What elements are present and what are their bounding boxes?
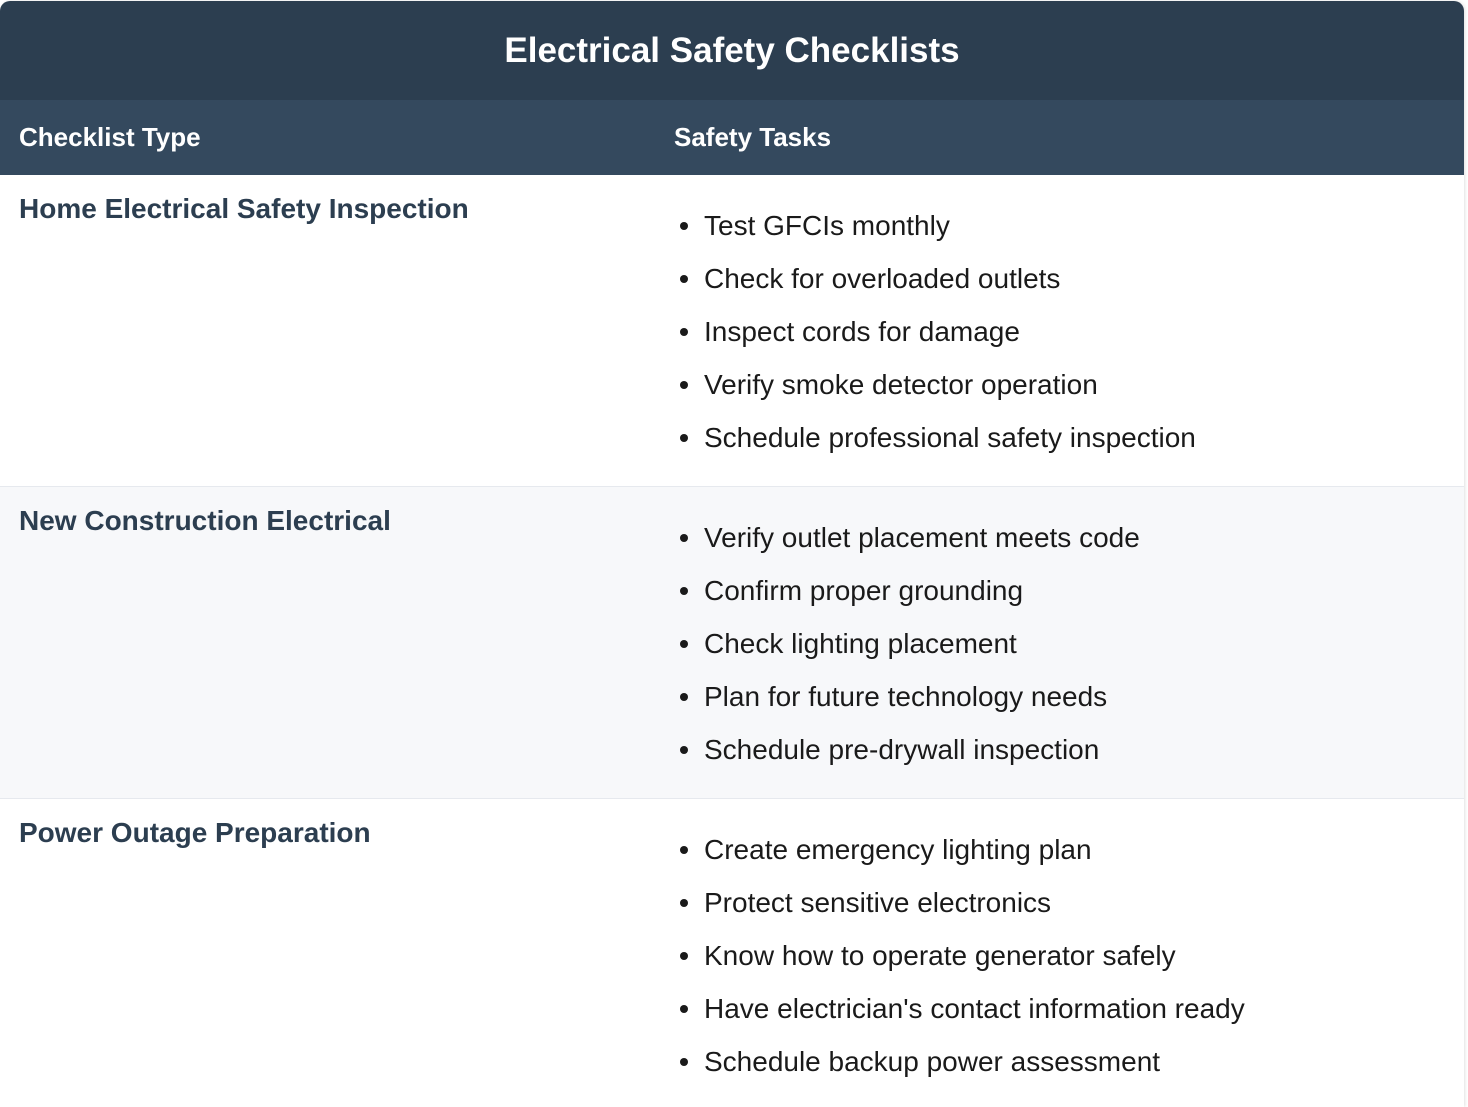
bullet-icon: [680, 434, 688, 442]
checklist-type-cell: New Construction Electrical: [19, 505, 391, 536]
bullet-icon: [680, 587, 688, 595]
task-item: [674, 617, 1464, 670]
task-text: Have electrician's contact information ready: [704, 992, 1245, 1024]
safety-tasks-cell: [654, 799, 1464, 1107]
task-text: Verify outlet placement meets code: [704, 521, 1140, 553]
task-list: [674, 823, 1464, 1088]
task-item: [674, 823, 1464, 876]
task-item: [674, 982, 1464, 1035]
task-item: [674, 1035, 1464, 1088]
task-text: Know how to operate generator safely: [704, 939, 1176, 971]
checklist-type-cell: Home Electrical Safety Inspection: [19, 193, 469, 224]
task-text: Schedule backup power assessment: [704, 1045, 1161, 1077]
task-text: Protect sensitive electronics: [704, 886, 1052, 918]
task-item: [674, 876, 1464, 929]
checklist-type-cell: Power Outage Preparation: [19, 817, 371, 848]
safety-tasks-cell: [654, 175, 1464, 486]
safety-tasks-cell: [654, 487, 1464, 798]
task-item: [674, 305, 1464, 358]
task-item: [674, 564, 1464, 617]
task-text: Schedule pre-drywall inspection: [704, 733, 1100, 765]
task-item: [674, 199, 1464, 252]
task-text: Check for overloaded outlets: [704, 262, 1061, 294]
task-text: Inspect cords for damage: [704, 315, 1020, 347]
bullet-icon: [680, 328, 688, 336]
column-header-tasks: Safety Tasks: [674, 122, 832, 152]
checklist-table: [0, 1, 1464, 1107]
table-header: [0, 100, 1464, 175]
task-list: [674, 511, 1464, 776]
bullet-icon: [680, 693, 688, 701]
task-text: Plan for future technology needs: [704, 680, 1108, 712]
task-item: [674, 723, 1464, 776]
task-text: Schedule professional safety inspection: [704, 421, 1196, 453]
task-item: [674, 929, 1464, 982]
table-row: [0, 799, 1464, 1107]
task-text: Test GFCIs monthly: [704, 209, 950, 241]
task-list: [674, 199, 1464, 464]
task-text: Create emergency lighting plan: [704, 833, 1092, 865]
task-text: Check lighting placement: [704, 627, 1017, 659]
bullet-icon: [680, 1005, 688, 1013]
page-title: Electrical Safety Checklists: [0, 1, 1464, 100]
bullet-icon: [680, 899, 688, 907]
task-item: [674, 252, 1464, 305]
bullet-icon: [680, 640, 688, 648]
task-item: [674, 670, 1464, 723]
bullet-icon: [680, 275, 688, 283]
bullet-icon: [680, 846, 688, 854]
table-row: [0, 175, 1464, 487]
table-row: [0, 487, 1464, 799]
task-item: [674, 511, 1464, 564]
task-item: [674, 411, 1464, 464]
task-item: [674, 358, 1464, 411]
bullet-icon: [680, 381, 688, 389]
column-header-type: Checklist Type: [19, 122, 201, 152]
bullet-icon: [680, 746, 688, 754]
task-text: Verify smoke detector operation: [704, 368, 1098, 400]
bullet-icon: [680, 1058, 688, 1066]
task-text: Confirm proper grounding: [704, 574, 1024, 606]
bullet-icon: [680, 222, 688, 230]
bullet-icon: [680, 952, 688, 960]
bullet-icon: [680, 534, 688, 542]
